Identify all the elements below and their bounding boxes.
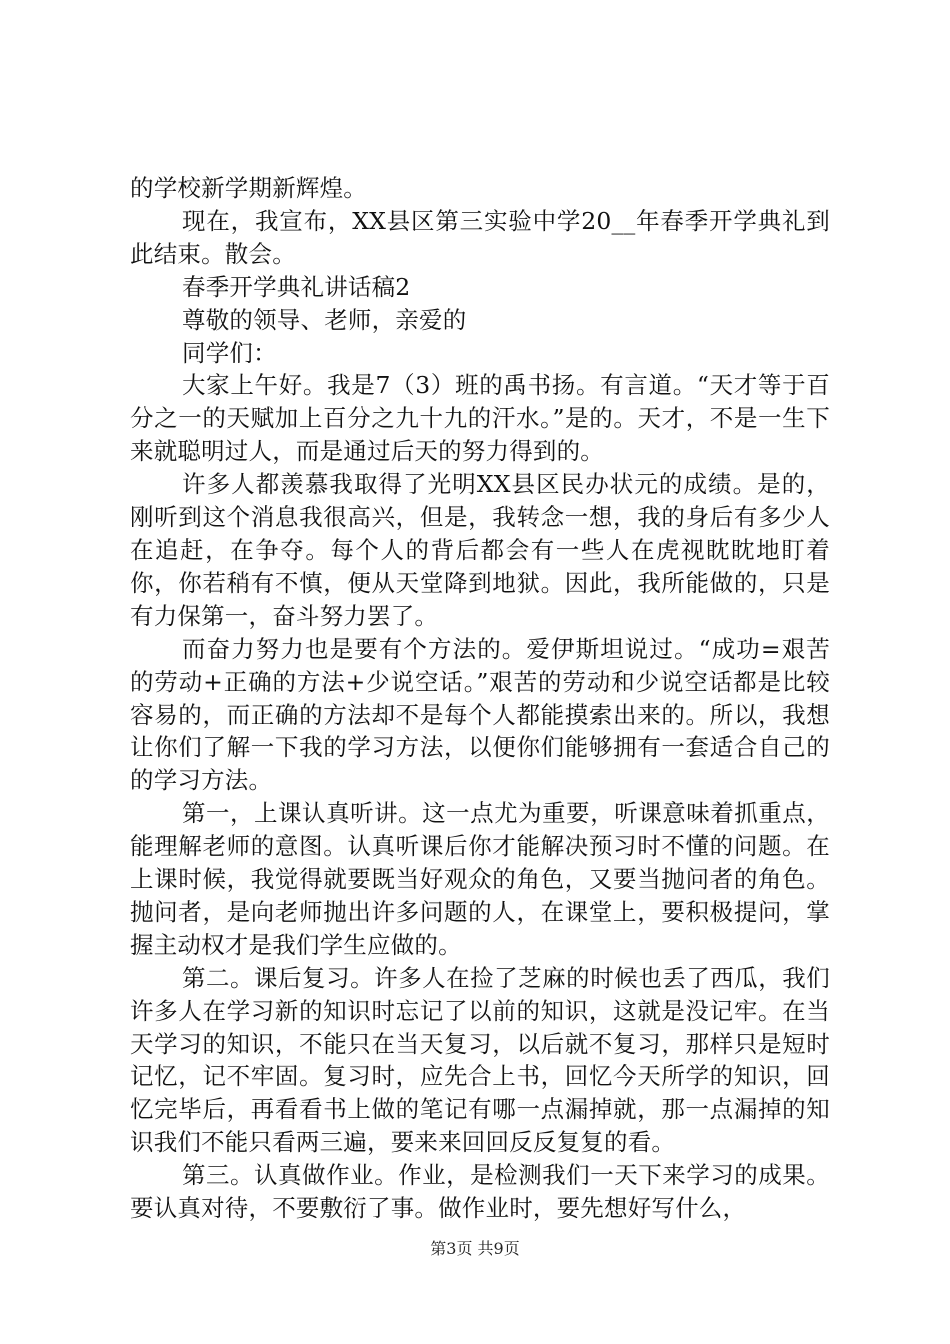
page-number-footer: 第3页 共9页	[430, 1239, 520, 1258]
paragraph: 的学校新学期新辉煌。	[130, 174, 367, 202]
salutation: 同学们：	[182, 338, 277, 367]
paragraph: 大家上午好。我是7（3）班的禹书扬。有言道。“天才等于百分之一的天赋加上百分之九十九的汗水。”是的。天才，不是一生下来就聪明过人，而是通过后天的努力得到的。	[130, 371, 830, 466]
paragraph: 第二。课后复习。许多人在捡了芝麻的时候也丢了西瓜，我们许多人在学习新的知识时忘记了以前的知识，这就是没记牢。在当天学习的知识，不能只在当天复习，以后就不复习，那样只是短时记忆，记不牢固。复习时，应先合上书，回忆今天所学的知识，回忆完毕后，再看看书上做的笔记有哪一点漏掉就，那一点漏掉的知识我们不能只看两三遍，要来来回回反反复复的看。	[130, 963, 830, 1157]
document-body	[130, 172, 830, 1225]
paragraph: 第三。认真做作业。作业，是检测我们一天下来学习的成果。要认真对待，不要敷衍了事。做作业时，要先想好写什么，	[130, 1161, 830, 1223]
salutation: 尊敬的领导、老师，亲爱的	[182, 305, 467, 334]
paragraph: 现在，我宣布，XX县区第三实验中学20__年春季开学典礼到此结束。散会。	[130, 206, 830, 268]
paragraph: 第一，上课认真听讲。这一点尤为重要，听课意味着抓重点，能理解老师的意图。认真听课后你才能解决预习时不懂的问题。在上课时候，我觉得就要既当好观众的角色，又要当抛问者的角色。抛问者，是向老师抛出许多问题的人，在课堂上，要积极提问，掌握主动权才是我们学生应做的。	[130, 799, 830, 959]
paragraph: 许多人都羡慕我取得了光明XX县区民办状元的成绩。是的，刚听到这个消息我很高兴，但是，我转念一想，我的身后有多少人在追赶，在争夺。每个人的背后都会有一些人在虎视眈眈地盯着你，你若稍有不慎，便从天堂降到地狱。因此，我所能做的，只是有力保第一，奋斗努力罢了。	[130, 470, 830, 630]
section-heading: 春季开学典礼讲话稿2	[182, 272, 411, 301]
paragraph: 而奋力努力也是要有个方法的。爱伊斯坦说过。“成功=艰苦的劳动+正确的方法+少说空话。”艰苦的劳动和少说空话都是比较容易的，而正确的方法却不是每个人都能摸索出来的。所以，我想让你们了解一下我的学习方法，以便你们能够拥有一套适合自己的的学习方法。	[130, 634, 830, 795]
